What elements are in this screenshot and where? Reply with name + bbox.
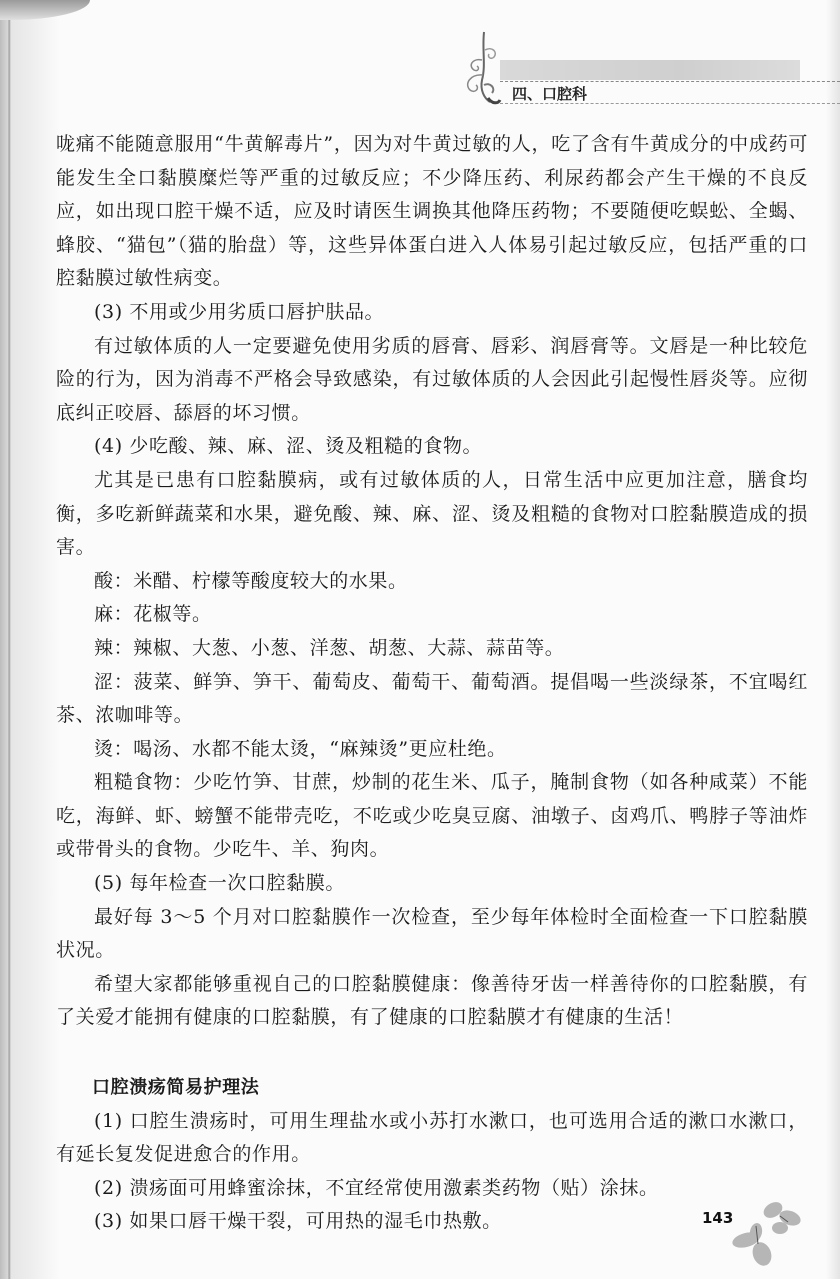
paragraph-continued: 咙痛不能随意服用“牛黄解毒片”，因为对牛黄过敏的人，吃了含有牛黄成分的中成药可能发生全口黏膜糜烂等严重的过敏反应；不少降压药、利尿药都会产生干燥的不良反应，如出现口腔干燥不适，应及时请医生调换其他降压药物；不要随便吃蜈蚣、全蝎、蜂胶、“猫包”（猫的胎盘）等，这些异体蛋白进入人体易引起过敏反应，包括严重的口腔黏膜过敏性病变。: [56, 133, 808, 290]
running-header: [460, 30, 840, 105]
care-item-2: (2) 溃疡面可用蜂蜜涂抹，不宜经常使用激素类药物（贴）涂抹。: [94, 1176, 659, 1199]
care-item-1: (1) 口腔生溃疡时，可用生理盐水或小苏打水漱口，也可选用合适的漱口水漱口，有延长复发促进愈合的作用。: [56, 1109, 808, 1166]
header-rule-bottom: [500, 103, 840, 104]
paragraph: 有过敏体质的人一定要避免使用劣质的唇膏、唇彩、润唇膏等。文唇是一种比较危险的行为，因为消毒不严格会导致感染，有过敏体质的人会因此引起慢性唇炎等。应彻底纠正咬唇、舔唇的坏习惯。: [56, 334, 808, 424]
page-number: 143: [702, 1209, 734, 1227]
header-rule-top: [500, 81, 840, 82]
page-right-edge: [826, 0, 840, 1279]
list-heading-4: (4) 少吃酸、辣、麻、涩、烫及粗糙的食物。: [94, 435, 483, 458]
closing-paragraph: 希望大家都能够重视自己的口腔黏膜健康：像善待牙齿一样善待你的口腔黏膜，有了关爱才能拥有健康的口腔黏膜，有了健康的口腔黏膜才有健康的生活！: [56, 972, 808, 1029]
list-heading-3: (3) 不用或少用劣质口唇护肤品。: [94, 300, 385, 323]
paragraph: 最好每 3～5 个月对口腔黏膜作一次检查，至少每年体检时全面检查一下口腔黏膜状况。: [56, 905, 808, 962]
list-heading-5: (5) 每年检查一次口腔黏膜。: [94, 872, 345, 895]
floral-vine-icon: [460, 30, 504, 105]
food-item-coarse: 粗糙食物：少吃竹笋、甘蔗，炒制的花生米、瓜子，腌制食物（如各种咸菜）不能吃，海鲜、虾、螃蟹不能带壳吃，不吃或少吃臭豆腐、油墩子、卤鸡爪、鸭脖子等油炸或带骨头的食物。少吃牛、羊、狗肉。: [56, 771, 808, 861]
section-spacer: [56, 1035, 808, 1071]
section-title: 口腔溃疡简易护理法: [92, 1077, 260, 1099]
page-curl: [0, 0, 90, 20]
food-item-spicy: 辣：辣椒、大葱、小葱、洋葱、胡葱、大蒜、蒜苗等。: [94, 636, 565, 659]
care-item-3: (3) 如果口唇干燥干裂，可用热的湿毛巾热敷。: [94, 1210, 502, 1233]
page-body: [56, 128, 808, 1239]
page-binding-shadow: [0, 0, 60, 1279]
chapter-title: 四、口腔科: [512, 85, 588, 103]
header-band: [500, 60, 800, 80]
flower-icon: [728, 1196, 808, 1271]
food-item-hot: 烫：喝汤、水都不能太烫，“麻辣烫”更应杜绝。: [94, 737, 507, 760]
food-item-astringent: 涩：菠菜、鲜笋、笋干、葡萄皮、葡萄干、葡萄酒。提倡喝一些淡绿茶，不宜喝红茶、浓咖啡等。: [56, 670, 808, 727]
paragraph: 尤其是已患有口腔黏膜病，或有过敏体质的人，日常生活中应更加注意，膳食均衡，多吃新鲜蔬菜和水果，避免酸、辣、麻、涩、烫及粗糙的食物对口腔黏膜造成的损害。: [56, 468, 808, 559]
food-item-sour: 酸：米醋、柠檬等酸度较大的水果。: [94, 569, 408, 592]
food-item-numbing: 麻：花椒等。: [94, 603, 212, 626]
